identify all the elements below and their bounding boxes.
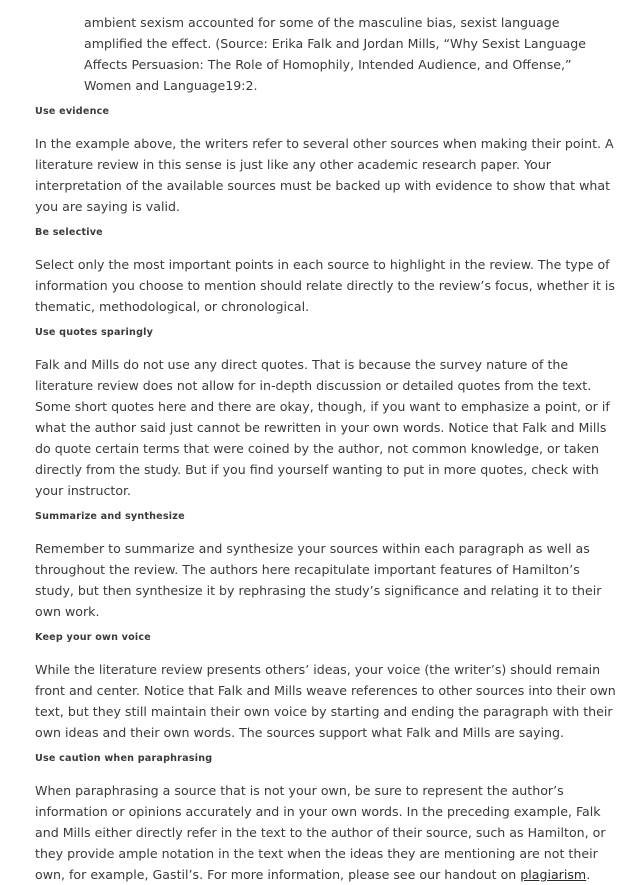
section-paragraph: Select only the most important points in each source to highlight in the review. The type of information you choose to mention should relate directly to the review’s focus, whether it is thematic, methodological, or chronological. xyxy=(35,257,615,314)
paragraph-text: When paraphrasing a source that is not your own, be sure to represent the author’s information or opinions accurately and in your own words. In the preceding example, Falk and Mills either directly refer in the text to the author of their source, such as Hamilton, or they provide ample notation in the text when the ideas they are mentioning are not their own, for example, Gastil’s. For more information, please see our handout on xyxy=(35,783,606,882)
paragraph-end: . xyxy=(586,867,591,882)
block-quote-text: ambient sexism accounted for some of the masculine bias, sexist language amplified the effect. (Source: Erika Falk and Jordan Mills, “Why Sexist Language Affects Persuasion: The Role of Homophily, Intended Audience, and Offense,” Women and Language19:2. xyxy=(84,15,587,93)
section-heading: Use caution when paraphrasing xyxy=(35,753,213,764)
section-use-caution-when-paraphrasing xyxy=(35,753,618,885)
section-paragraph: Remember to summarize and synthesize your sources within each paragraph as well as throughout the review. The authors here recapitulate important features of Hamilton’s study, but then synthesize it by rephrasing the study’s significance and relating it to their own work. xyxy=(35,541,602,619)
section-heading: Use evidence xyxy=(35,106,110,117)
section-heading: Summarize and synthesize xyxy=(35,511,185,522)
section-summarize-and-synthesize xyxy=(35,511,618,622)
section-paragraph: While the literature review presents others’ ideas, your voice (the writer’s) should remain front and center. Notice that Falk and Mills weave references to other sources into their own text, but they still maintain their own voice by starting and ending the paragraph with their own ideas and their own words. The sources support what Falk and Mills are saying. xyxy=(35,662,616,740)
section-paragraph xyxy=(35,780,618,885)
section-use-quotes-sparingly xyxy=(35,327,618,501)
section-heading: Keep your own voice xyxy=(35,632,151,643)
section-keep-your-own-voice xyxy=(35,632,618,743)
section-heading: Be selective xyxy=(35,227,103,238)
section-paragraph: Falk and Mills do not use any direct quotes. That is because the survey nature of the literature review does not allow for in-depth discussion or detailed quotes from the text. Some short quotes here and there are okay, though, if you want to emphasize a point, or if what the author said just cannot be rewritten in your own words. Notice that Falk and Mills do quote certain terms that were coined by the author, not common knowledge, or taken directly from the study. But if you find yourself wanting to put in more quotes, check with your instructor. xyxy=(35,357,610,498)
section-paragraph: In the example above, the writers refer to several other sources when making their point. A literature review in this sense is just like any other academic research paper. Your interpretation of the available sources must be backed up with evidence to show that what you are saying is valid. xyxy=(35,136,614,214)
section-be-selective xyxy=(35,227,618,317)
block-quote xyxy=(84,12,602,96)
section-heading: Use quotes sparingly xyxy=(35,327,154,338)
plagiarism-handout-link[interactable]: plagiarism xyxy=(520,867,587,882)
section-use-evidence xyxy=(35,106,618,217)
